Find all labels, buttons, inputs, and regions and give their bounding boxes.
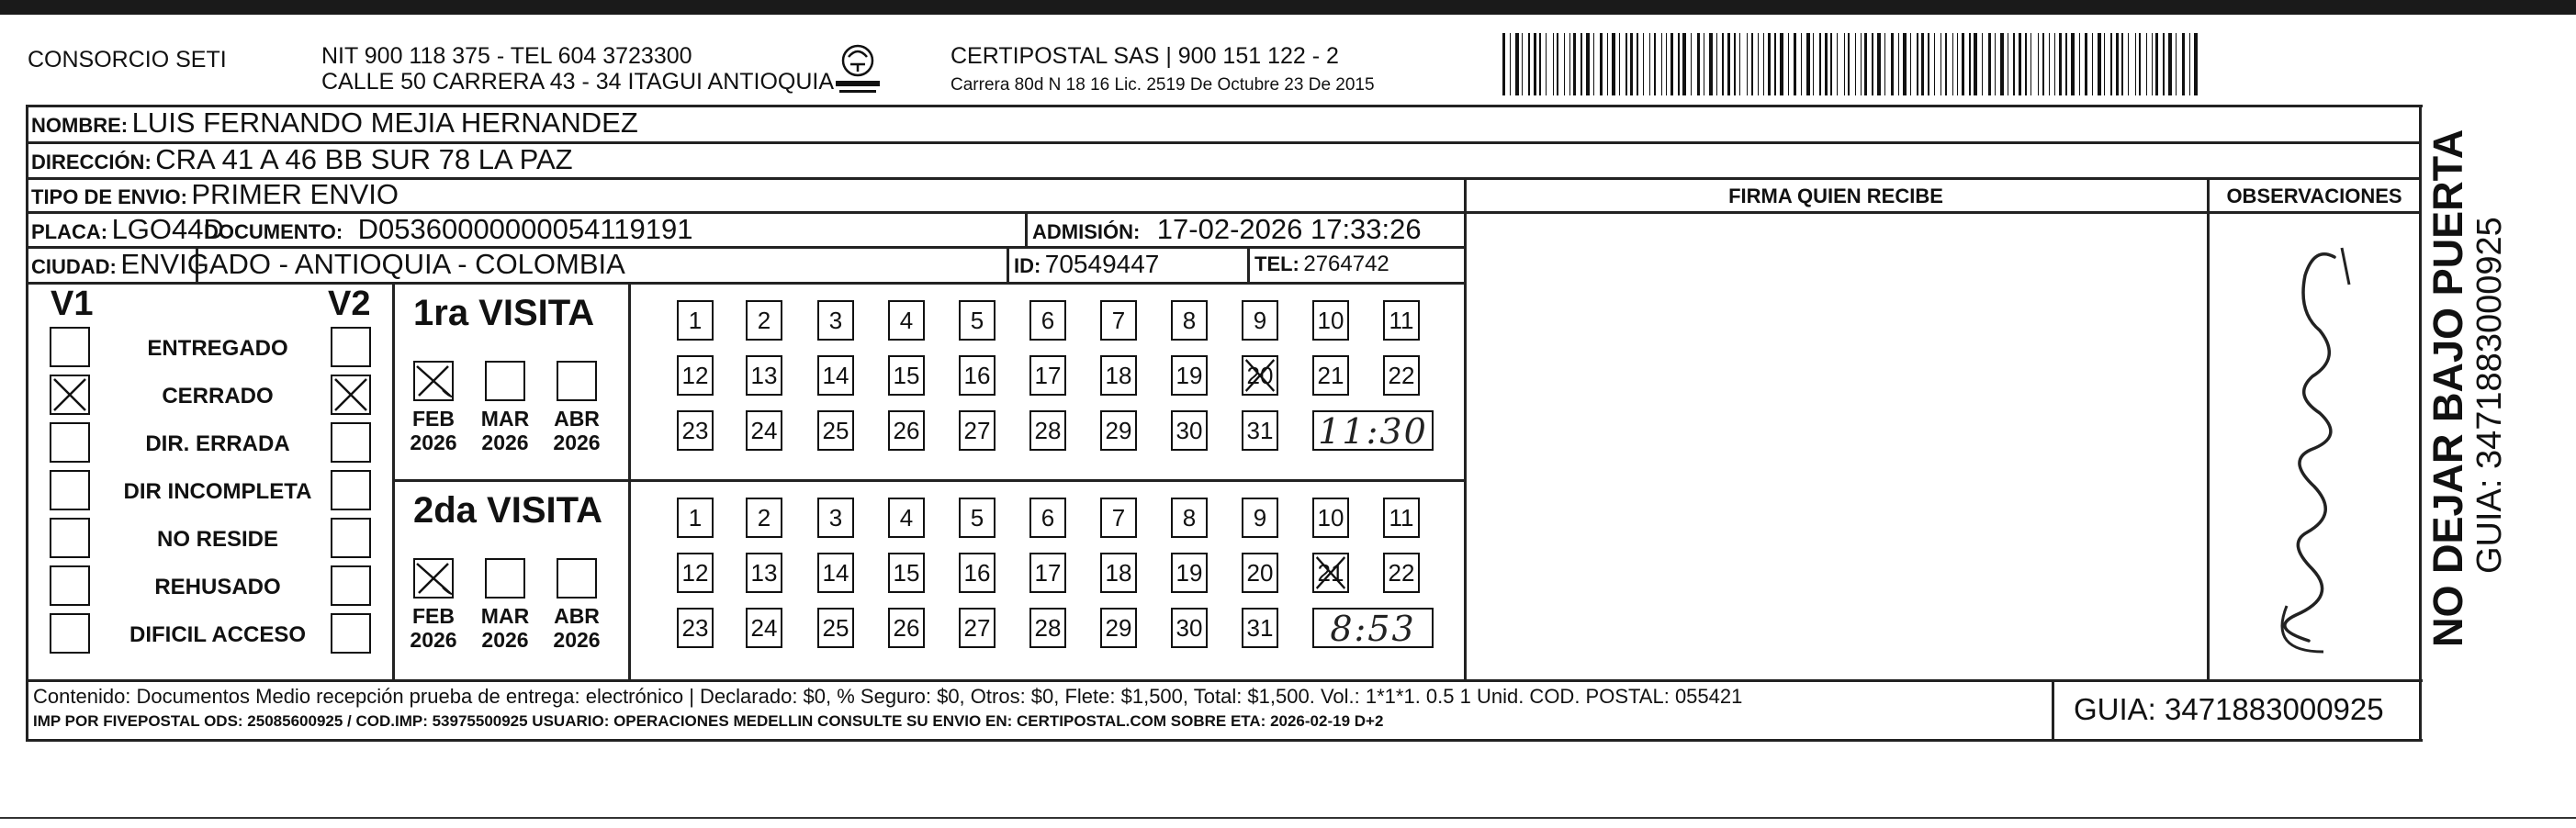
tipo-label: TIPO DE ENVIO: [31,185,187,208]
side-guia: GUIA: 3471883000925 [2470,217,2509,574]
day-box[interactable] [1383,355,1420,396]
day-number: 9 [1253,307,1267,334]
month-name: MAR [480,407,530,431]
day-box[interactable] [1100,553,1137,593]
month-checkbox[interactable] [485,361,525,401]
nombre-row [31,107,638,144]
visit-title: 2da VISITA [413,490,602,531]
day-box[interactable] [817,498,854,538]
day-number: 1 [688,504,703,531]
placa-label: PLACA: [31,220,108,243]
day-box[interactable] [959,553,996,593]
day-number: 7 [1111,307,1126,334]
day-box[interactable] [677,300,714,341]
id-row [1014,249,1159,285]
tel-divider [1247,246,1250,283]
day-number: 16 [963,559,991,587]
v2-checkbox[interactable] [331,327,371,367]
month-name: ABR [554,407,600,431]
month-checkbox[interactable] [413,361,454,401]
day-number: 15 [893,559,920,587]
day-box[interactable] [746,608,782,648]
v2-checkbox[interactable] [331,565,371,606]
month-label [473,604,537,652]
day-number: 3 [828,504,843,531]
status-label: REHUSADO [154,575,281,599]
day-number: 2 [757,504,771,531]
ciudad-row [31,249,625,285]
time-box[interactable] [1312,410,1434,451]
status-label: ENTREGADO [147,336,288,361]
month-label [401,407,466,454]
barcode [1502,33,2206,95]
day-box[interactable] [1312,300,1349,341]
month-year: 2026 [410,628,457,652]
observaciones-title: OBSERVACIONES [2226,185,2402,207]
certipostal-logo-icon [830,40,885,97]
day-box[interactable] [1242,410,1278,451]
id-divider [1007,246,1009,283]
day-box[interactable] [746,553,782,593]
v2-checkbox[interactable] [331,422,371,463]
status-label: CERRADO [162,384,274,408]
day-box[interactable] [1100,355,1137,396]
day-box[interactable] [817,410,854,451]
day-box[interactable] [1100,498,1137,538]
day-box[interactable] [817,355,854,396]
frame-left [26,105,28,742]
day-box[interactable] [1242,608,1278,648]
day-number: 12 [681,362,709,389]
day-box[interactable] [1029,410,1066,451]
day-box[interactable] [746,355,782,396]
day-number: 17 [1034,362,1062,389]
month-year: 2026 [481,431,529,454]
nombre-value: LUIS FERNANDO MEJIA HERNANDEZ [131,106,638,139]
month-name: FEB [412,604,455,628]
day-number: 16 [963,362,991,389]
day-number: 22 [1388,362,1415,389]
footer-contenido: Contenido: Documentos Medio recepción prueba de entrega: electrónico | Declarado: $0, % Seguro: $0, Otros: $0, Flete: $1,500, Total: $1,500. Vol.: 1*1*1. 0.5 1 Unid. COD. POSTAL: 055421 [33,685,1743,708]
day-box[interactable] [959,300,996,341]
frame-bottom [26,679,2423,682]
day-number: 12 [681,559,709,587]
certipostal-line2: Carrera 80d N 18 16 Lic. 2519 De Octubre 23 De 2015 [951,75,1375,95]
day-number: 15 [893,362,920,389]
documento-row [204,214,693,251]
day-number: 10 [1317,307,1344,334]
day-box[interactable] [817,300,854,341]
day-number: 22 [1388,559,1415,587]
day-box[interactable] [1171,410,1208,451]
nombre-label: NOMBRE: [31,114,129,137]
day-number: 14 [822,362,849,389]
day-box[interactable] [677,355,714,396]
month-name: FEB [412,407,455,431]
day-number: 7 [1111,504,1126,531]
placa-row [31,214,224,251]
day-number: 20 [1246,362,1274,389]
day-number: 13 [750,362,778,389]
day-box[interactable] [888,608,925,648]
status-label: DIR INCOMPLETA [123,479,312,504]
handwritten-time: 8:53 [1330,609,1416,649]
day-number: 8 [1182,307,1197,334]
day-number: 6 [1041,504,1055,531]
frame-right [2419,105,2422,742]
day-box[interactable] [1383,553,1420,593]
day-number: 29 [1105,417,1132,444]
documento-label: DOCUMENTO: [204,220,343,243]
direccion-value: CRA 41 A 46 BB SUR 78 LA PAZ [155,143,573,175]
day-box[interactable] [1171,498,1208,538]
direccion-label: DIRECCIÓN: [31,151,152,173]
day-number: 26 [893,417,920,444]
day-number: 21 [1317,362,1344,389]
day-number: 31 [1246,614,1274,642]
day-box[interactable] [1383,498,1420,538]
day-box[interactable] [1242,498,1278,538]
day-number: 5 [970,504,984,531]
day-box[interactable] [1242,553,1278,593]
day-number: 4 [899,307,914,334]
month-year: 2026 [481,628,529,652]
status-label: DIFICIL ACCESO [129,622,306,647]
day-box[interactable] [959,410,996,451]
day-number: 25 [822,417,849,444]
day-number: 14 [822,559,849,587]
day-number: 4 [899,504,914,531]
tel-row [1254,249,1389,283]
day-number: 9 [1253,504,1267,531]
day-number: 27 [963,417,991,444]
day-number: 6 [1041,307,1055,334]
day-number: 30 [1176,417,1203,444]
day-box[interactable] [817,608,854,648]
ciudad-value: ENVIGADO - ANTIOQUIA - COLOMBIA [120,248,625,280]
month-year: 2026 [410,431,457,454]
day-number: 19 [1176,559,1203,587]
day-box[interactable] [888,300,925,341]
day-number: 20 [1246,559,1274,587]
admision-value: 17-02-2026 17:33:26 [1156,213,1422,245]
month-year: 2026 [553,431,601,454]
tel-label: TEL: [1254,252,1299,275]
v2-checkbox[interactable] [331,518,371,558]
footer-guia-divider [2052,679,2054,742]
day-number: 31 [1246,417,1274,444]
top-edge-bar [0,0,2576,15]
certipostal-line1: CERTIPOSTAL SAS | 900 151 122 - 2 [951,43,1339,69]
day-number: 13 [750,559,778,587]
day-number: 24 [750,614,778,642]
month-year: 2026 [553,628,601,652]
day-box[interactable] [1029,300,1066,341]
day-box[interactable] [888,410,925,451]
v2-header: V2 [328,285,371,323]
day-box[interactable] [817,553,854,593]
visit-separator [392,479,1465,482]
admision-divider [1025,211,1028,248]
day-box[interactable] [746,498,782,538]
address-line: CALLE 50 CARRERA 43 - 34 ITAGUI ANTIOQUIA [321,69,835,95]
v2-checkbox[interactable] [331,470,371,510]
status-label: DIR. ERRADA [145,431,290,456]
bottom-edge-line [0,817,2576,819]
day-box[interactable] [1171,300,1208,341]
day-number: 18 [1105,362,1132,389]
day-box[interactable] [677,553,714,593]
month-checkbox[interactable] [557,558,597,599]
month-name: MAR [480,604,530,628]
status-label: NO RESIDE [156,527,279,552]
day-number: 19 [1176,362,1203,389]
day-number: 18 [1105,559,1132,587]
day-number: 5 [970,307,984,334]
firma-col-left [1464,177,1467,682]
nit-line: NIT 900 118 375 - TEL 604 3723300 [321,43,692,69]
day-number: 11 [1389,307,1414,334]
day-box[interactable] [888,355,925,396]
day-number: 10 [1317,504,1344,531]
placa-value: LGO44D [111,213,224,245]
day-number: 26 [893,614,920,642]
day-number: 21 [1317,559,1344,587]
day-box[interactable] [1100,608,1137,648]
visit-days-divider [628,282,631,682]
day-box[interactable] [746,410,782,451]
day-box[interactable] [1029,355,1066,396]
day-number: 11 [1389,504,1414,531]
day-box[interactable] [1029,553,1066,593]
day-number: 24 [750,417,778,444]
month-name: ABR [554,604,600,628]
day-box[interactable] [888,498,925,538]
v2-checkbox[interactable] [331,613,371,654]
obs-col-left [2207,177,2210,682]
ciudad-label: CIUDAD: [31,255,117,278]
id-label: ID: [1014,254,1041,277]
day-box[interactable] [1100,410,1137,451]
v1-header: V1 [51,285,94,323]
day-box[interactable] [1029,498,1066,538]
day-number: 28 [1034,417,1062,444]
day-box[interactable] [1171,553,1208,593]
day-box[interactable] [677,608,714,648]
day-number: 23 [681,614,709,642]
v2-checkbox[interactable] [331,375,371,415]
day-box[interactable] [1312,355,1349,396]
month-checkbox[interactable] [557,361,597,401]
day-box[interactable] [746,300,782,341]
direccion-row [31,144,573,181]
day-number: 3 [828,307,843,334]
company-name: CONSORCIO SETI [28,47,227,73]
day-box[interactable] [1171,355,1208,396]
side-warning: NO DEJAR BAJO PUERTA [2424,129,2471,647]
day-box[interactable] [1312,498,1349,538]
day-box[interactable] [1312,553,1349,593]
day-box[interactable] [959,608,996,648]
admision-row [1032,214,1422,251]
status-panel-divider [392,282,395,682]
day-number: 25 [822,614,849,642]
month-checkbox[interactable] [413,558,454,599]
month-label [545,604,609,652]
day-box[interactable] [1383,300,1420,341]
month-label [473,407,537,454]
day-number: 28 [1034,614,1062,642]
id-value: 70549447 [1044,250,1160,278]
month-label [401,604,466,652]
time-box[interactable] [1312,608,1434,648]
visit-title: 1ra VISITA [413,293,595,333]
day-number: 29 [1105,614,1132,642]
tipo-row [31,179,399,216]
handwritten-time: 11:30 [1318,411,1428,452]
day-number: 8 [1182,504,1197,531]
handwritten-signature [2232,220,2388,661]
month-label [545,407,609,454]
day-box[interactable] [1171,608,1208,648]
day-box[interactable] [888,553,925,593]
day-box[interactable] [1029,608,1066,648]
day-box[interactable] [677,410,714,451]
frame-footer-bottom [26,739,2423,742]
admision-label: ADMISIÓN: [1032,220,1141,243]
day-box[interactable] [1100,300,1137,341]
day-number: 30 [1176,614,1203,642]
tel-value: 2764742 [1303,252,1389,276]
footer-guia: GUIA: 3471883000925 [2074,692,2384,726]
day-box[interactable] [1242,300,1278,341]
firma-title: FIRMA QUIEN RECIBE [1728,185,1943,207]
day-number: 27 [963,614,991,642]
day-box[interactable] [677,498,714,538]
day-number: 2 [757,307,771,334]
day-box[interactable] [959,355,996,396]
day-box[interactable] [1242,355,1278,396]
day-number: 1 [688,307,703,334]
footer-imp: IMP POR FIVEPOSTAL ODS: 25085600925 / COD.IMP: 53975500925 USUARIO: OPERACIONES MEDELLIN CONSULTE SU ENVIO EN: CERTIPOSTAL.COM SOBRE ETA: 2026-02-19 D+2 [33,712,1384,730]
day-box[interactable] [959,498,996,538]
documento-value: D05360000000054119191 [357,213,693,245]
tipo-value: PRIMER ENVIO [191,178,399,210]
day-number: 17 [1034,559,1062,587]
day-number: 23 [681,417,709,444]
month-checkbox[interactable] [485,558,525,599]
